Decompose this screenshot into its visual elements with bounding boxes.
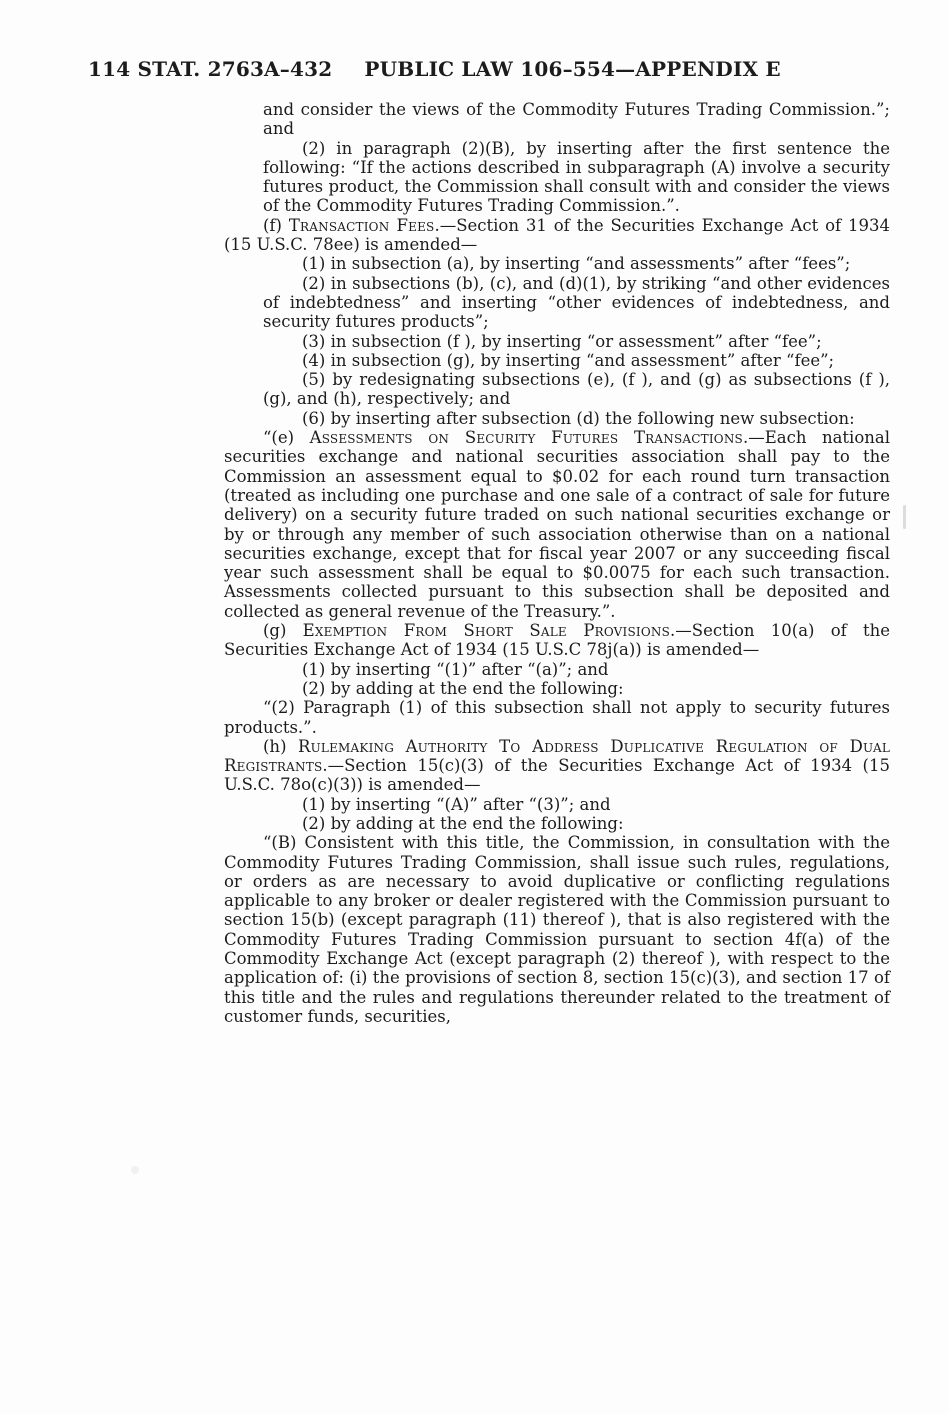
scan-artifact-smudge <box>131 1166 139 1174</box>
statute-paragraph <box>263 100 890 139</box>
paragraph-text: (g) <box>263 621 303 641</box>
small-caps-heading-text: Rulemaking Authority To Address Duplicative Regulation of Dual Registrants <box>224 736 890 776</box>
statute-paragraph <box>263 254 890 273</box>
paragraph-text: (f) <box>263 215 289 235</box>
statute-text <box>224 100 890 1026</box>
statute-paragraph <box>263 351 890 370</box>
paragraph-text: .—Section 15(c)(3) of the Securities Exchange Act of 1934 (15 U.S.C. 78o(c)(3)) is amended— <box>224 756 890 795</box>
statute-paragraph <box>224 216 890 255</box>
paragraph-text: (2) by adding at the end the following: <box>302 813 624 833</box>
paragraph-text: .—Section 10(a) of the Securities Exchange Act of 1934 (15 U.S.C 78j(a)) is amended— <box>224 621 890 660</box>
statute-paragraph <box>263 679 890 698</box>
statute-paragraph <box>263 409 890 428</box>
statute-paragraph <box>263 795 890 814</box>
paragraph-text: (6) by inserting after subsection (d) the following new subsection: <box>302 408 855 428</box>
paragraph-text: (3) in subsection (f ), by inserting “or assessment” after “fee”; <box>302 331 822 351</box>
statute-paragraph <box>224 737 890 795</box>
statute-paragraph <box>263 370 890 409</box>
paragraph-text: and consider the views of the Commodity Futures Trading Commission.”; and <box>263 100 890 139</box>
paragraph-text: .—Section 31 of the Securities Exchange Act of 1934 (15 U.S.C. 78ee) is amended— <box>224 215 890 255</box>
paragraph-text: “(e) <box>263 428 310 448</box>
paragraph-text: “(2) Paragraph (1) of this subsection shall not apply to security futures products.”. <box>224 698 890 737</box>
statute-paragraph <box>263 814 890 833</box>
running-head <box>88 57 888 81</box>
paragraph-text: “(B) Consistent with this title, the Commission, in consultation with the Commodity Futures Trading Commission, shall issue such rules, regulations, or orders as are necessary to avoid duplicative or conflicting regulations applicable to any broker or dealer registered with the Commission pursuant to section 15(b) (except paragraph (11) thereof ), that is also registered with the Commodity Futures Trading Commission pursuant to section 4f(a) of the Commodity Exchange Act (except paragraph (2) thereof ), with respect to the application of: (i) the provisions of section 8, section 15(c)(3), and section 17 of this title and the rules and regulations thereunder related to the treatment of customer funds, securities, <box>224 833 890 1026</box>
statute-paragraph <box>224 428 890 621</box>
paragraph-text: .—Each national securities exchange and national securities association shall pay to the Commission an assessment equal to $0.02 for each round turn transaction (treated as including one purchase and one sale of a contract of sale for future delivery) on a security future traded on such national securities exchange or by or through any member of such association otherwise than on a national securities exchange, except that for fiscal year 2007 or any succeeding fiscal year such assessment shall be equal to $0.0075 for each such transaction. Assessments collected pursuant to this subsection shall be deposited and collected as general revenue of the Treasury.”. <box>224 428 890 621</box>
statute-paragraph <box>263 139 890 216</box>
paragraph-text: (1) in subsection (a), by inserting “and assessments” after “fees”; <box>302 254 851 274</box>
statute-paragraph <box>263 332 890 351</box>
paragraph-text: (1) by inserting “(A)” after “(3)”; and <box>302 794 611 814</box>
statute-paragraph <box>224 621 890 660</box>
stat-citation: 114 STAT. 2763A–432 <box>88 57 333 81</box>
small-caps-heading-text: Transaction Fees <box>288 215 435 235</box>
scan-artifact-right-edge <box>903 505 906 529</box>
paragraph-text: (h) <box>263 736 298 756</box>
statute-paragraph <box>224 833 890 1026</box>
small-caps-heading-text: Assessments on Security Futures Transactions <box>309 428 743 448</box>
paragraph-text: (1) by inserting “(1)” after “(a)”; and <box>302 659 609 679</box>
statute-paragraph <box>263 660 890 679</box>
statute-paragraph <box>263 274 890 332</box>
paragraph-text: (4) in subsection (g), by inserting “and assessment” after “fee”; <box>302 350 835 370</box>
small-caps-heading-text: Exemption From Short Sale Provisions <box>302 621 671 641</box>
paragraph-text: (2) in paragraph (2)(B), by inserting after the first sentence the following: “If the actions described in subparagraph (A) involve a security futures product, the Commission shall consult with and consider the views of the Commodity Futures Trading Commission.”. <box>263 138 890 216</box>
paragraph-text: (2) in subsections (b), (c), and (d)(1), by striking “and other evidences of indebtedness” and inserting “other evidences of indebtedness, and security futures products”; <box>263 273 890 332</box>
paragraph-text: (2) by adding at the end the following: <box>302 678 624 698</box>
public-law-heading: PUBLIC LAW 106–554—APPENDIX E <box>364 57 781 81</box>
paragraph-text: (5) by redesignating subsections (e), (f ), and (g) as subsections (f ), (g), and (h), respectively; and <box>263 370 890 409</box>
statute-paragraph <box>224 698 890 737</box>
